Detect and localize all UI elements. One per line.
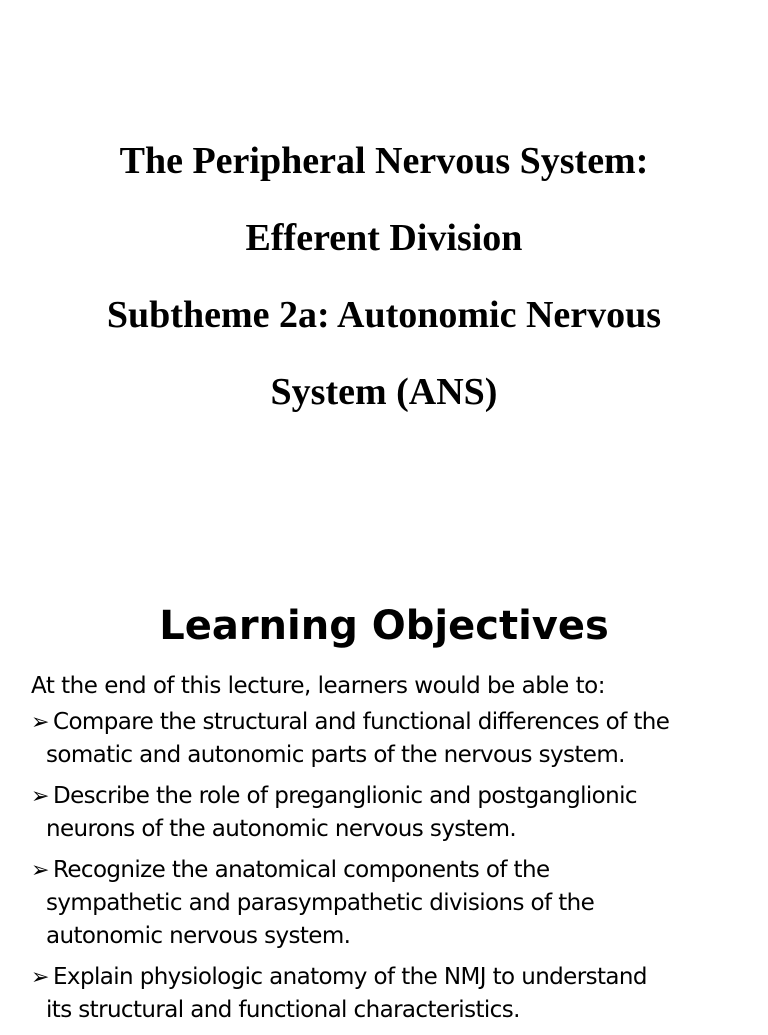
objective-line	[31, 961, 761, 994]
objective-line: its structural and functional characteristics.	[46, 997, 520, 1023]
arrow-bullet-icon: ➢	[31, 858, 50, 883]
objectives-list	[31, 706, 761, 1035]
title-line: The Peripheral Nervous System:	[119, 140, 649, 182]
objective-text: Recognize the anatomical components of the	[53, 857, 550, 883]
arrow-bullet-icon: ➢	[31, 965, 50, 990]
arrow-bullet-icon: ➢	[31, 784, 50, 809]
title-line: System (ANS)	[270, 371, 498, 413]
objectives-heading: Learning Objectives	[159, 603, 609, 649]
title-line: Efferent Division	[245, 217, 523, 259]
objective-line	[31, 780, 761, 813]
objective-line	[31, 854, 761, 887]
objective-item	[31, 780, 761, 846]
objective-item	[31, 854, 761, 953]
objective-text: Compare the structural and functional differences of the	[53, 709, 670, 735]
objective-line: sympathetic and parasympathetic divisions of the	[46, 890, 595, 916]
objective-text: Describe the role of preganglionic and postganglionic	[53, 783, 637, 809]
objective-text: Explain physiologic anatomy of the NMJ to understand	[53, 964, 647, 990]
page-title	[0, 134, 768, 442]
objectives-intro: At the end of this lecture, learners would be able to:	[31, 673, 605, 699]
title-line: Subtheme 2a: Autonomic Nervous	[106, 294, 662, 336]
objective-line: somatic and autonomic parts of the nervous system.	[46, 742, 625, 768]
objective-line	[31, 706, 761, 739]
arrow-bullet-icon: ➢	[31, 710, 50, 735]
objective-line: neurons of the autonomic nervous system.	[46, 816, 517, 842]
objective-line: autonomic nervous system.	[46, 923, 351, 949]
objective-item	[31, 706, 761, 772]
objective-item	[31, 961, 761, 1027]
